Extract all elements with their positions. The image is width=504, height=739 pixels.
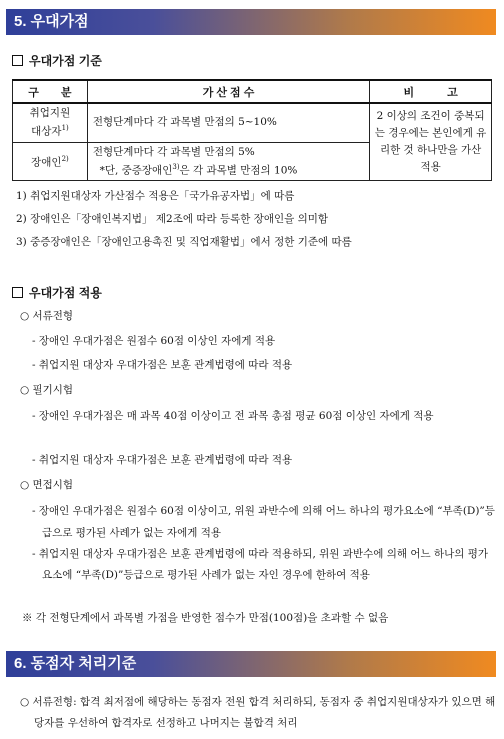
section-6-banner (6, 651, 496, 677)
doc-screening-item-1: - 장애인 우대가점은 원점수 60점 이상인 자에게 적용 (32, 335, 276, 347)
table-header-row (13, 80, 492, 103)
disabled-label: 장애인 (31, 156, 62, 169)
row-veteran-points: 전형단계마다 각 과목별 만점의 5~10% (87, 103, 369, 142)
doc-screening-item-2: - 취업지원 대상자 우대가점은 보훈 관계법령에 따라 적용 (32, 359, 293, 371)
disabled-points-line2-post: 은 각 과목별 만점의 10% (179, 164, 298, 176)
criteria-heading (12, 52, 102, 69)
interview-item-1: - 장애인 우대가점은 원점수 60점 이상이고, 위원 과반수에 의해 어느 하나의 평가요소에 “부족(D)”등급으로 평가된 사례가 없는 자에게 적용 (32, 505, 495, 539)
section-5-banner (6, 9, 496, 35)
section-5-title: 5. 우대가점 (14, 13, 89, 30)
disabled-points-line2-pre: *단, 중증장애인 (99, 164, 173, 176)
written-exam-label: ○ 필기시험 (20, 384, 74, 396)
note-3: 3) 중증장애인은「장애인고용촉진 및 직업재활법」에서 정한 기준에 따름 (16, 236, 352, 248)
severe-footnote-mark: 3) (172, 162, 180, 171)
doc-screening-label: ○ 서류전형 (20, 310, 74, 322)
interview-label: ○ 면접시험 (20, 479, 74, 491)
row-veteran-label (13, 103, 88, 142)
note-1: 1) 취업지원대상자 가산점수 적용은「국가유공자법」에 따름 (16, 190, 295, 202)
checkbox-square-icon (12, 55, 23, 66)
interview-item-2: - 취업지원 대상자 우대가점은 보훈 관계법령에 따라 적용하되, 위원 과반수에 의해 어느 하나의 평가요소에 “부족(D)”등급으로 평가된 사례가 없는 자인 경우에 한하여 적용 (32, 548, 488, 581)
row-disabled-label (13, 142, 88, 181)
veteran-footnote-mark: 1) (61, 124, 69, 132)
header-remark: 비 고 (370, 80, 492, 103)
application-heading-text: 우대가점 적용 (29, 286, 102, 300)
header-points: 가 산 점 수 (87, 80, 369, 103)
note-2: 2) 장애인은「장애인복지법」 제2조에 따라 등록한 장애인을 의미함 (16, 213, 329, 225)
written-exam-item-2: - 취업지원 대상자 우대가점은 보훈 관계법령에 따라 적용 (32, 454, 293, 466)
application-heading (12, 284, 102, 301)
max-score-footnote: ※ 각 전형단계에서 과목별 가점을 반영한 점수가 만점(100점)을 초과할 수 없음 (22, 612, 389, 624)
section-6-title: 6. 동점자 처리기준 (14, 655, 137, 672)
table-row (13, 103, 492, 142)
tie-breaking-rule: ○ 서류전형: 합격 최저점에 해당하는 동점자 전원 합격 처리하되, 동점자 중 취업지원대상자가 있으면 해당자를 우선하여 합격자로 선정하고 나머지는 불합격 처리 (20, 696, 496, 729)
written-exam-item-1: - 장애인 우대가점은 매 과목 40점 이상이고 전 과목 총점 평균 60점 이상인 자에게 적용 (32, 410, 434, 422)
veteran-label-line1: 취업지원 (29, 107, 71, 119)
criteria-table (12, 79, 492, 181)
veteran-label-line2: 대상자 (31, 125, 62, 138)
header-category: 구 분 (13, 80, 88, 103)
row-disabled-points (87, 142, 369, 181)
criteria-heading-text: 우대가점 기준 (29, 54, 102, 68)
disabled-footnote-mark: 2) (61, 155, 69, 163)
disabled-points-line1: 전형단계마다 각 과목별 만점의 5% (92, 145, 255, 158)
checkbox-square-icon (12, 287, 23, 298)
remark-cell: 2 이상의 조건이 중복되는 경우에는 본인에게 유리한 것 하나만을 가산 적용 (370, 103, 492, 181)
